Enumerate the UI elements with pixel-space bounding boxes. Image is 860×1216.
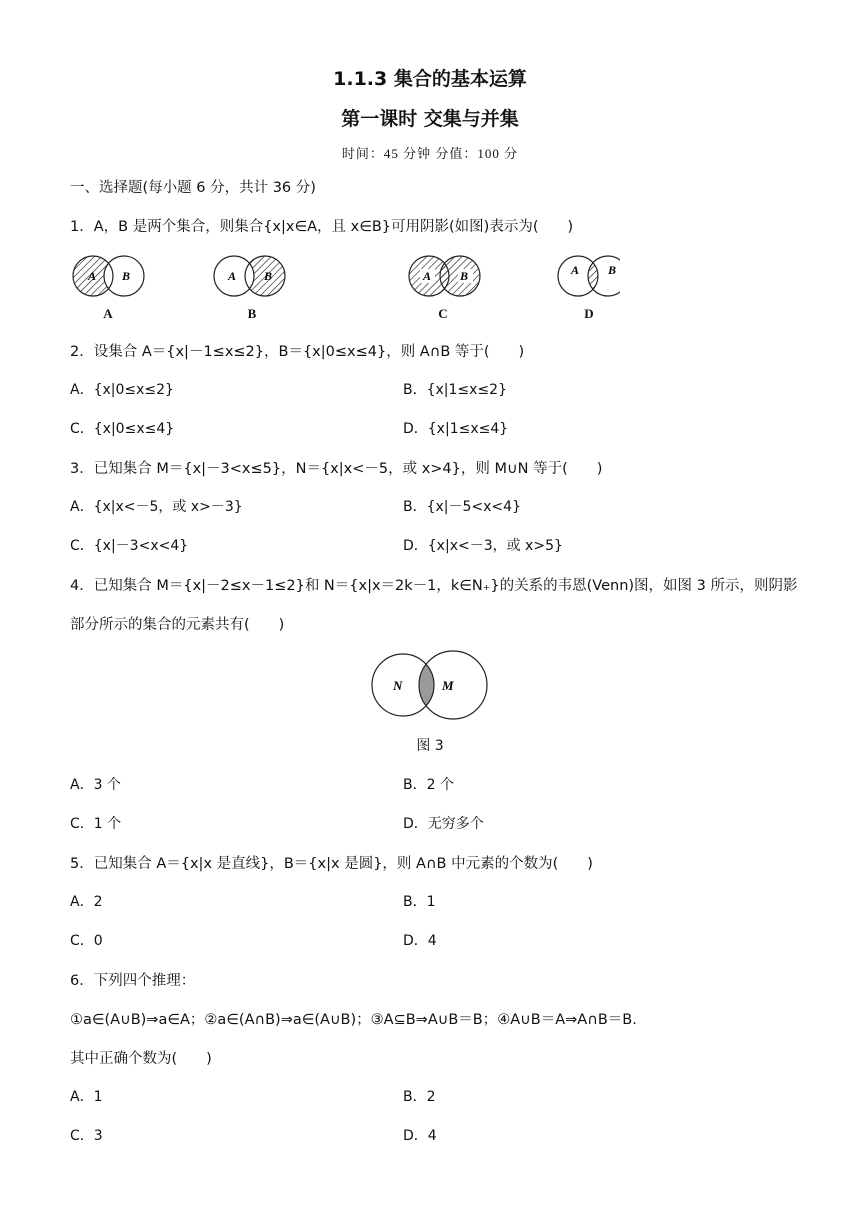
q6-ask: 其中正确个数为( ) bbox=[70, 1051, 212, 1067]
q5-option-c: C．0 bbox=[70, 933, 103, 949]
venn-c-set-a: A bbox=[423, 269, 432, 283]
venn-d-set-b: B bbox=[608, 263, 617, 277]
figure-caption: 图 3 bbox=[416, 738, 444, 754]
q4-option-b: B．2 个 bbox=[403, 777, 454, 793]
q1-stem: 1．A，B 是两个集合，则集合{x|x∈A，且 x∈B}可用阴影(如图)表示为( ) bbox=[70, 219, 574, 235]
venn-c-set-b: B bbox=[460, 269, 469, 283]
q2-option-d: D．{x|1≤x≤4} bbox=[403, 421, 509, 437]
q2-stem: 2．设集合 A＝{x|－1≤x≤2}，B＝{x|0≤x≤4}，则 A∩B 等于( ) bbox=[70, 344, 525, 360]
q3-option-b: B．{x|－5<x<4} bbox=[403, 499, 521, 515]
q4-option-c: C．1 个 bbox=[70, 816, 122, 832]
page-title: 1.1.3 集合的基本运算 bbox=[333, 68, 527, 90]
venn-label-d: D bbox=[584, 306, 594, 321]
q4-stem-line2: 部分所示的集合的元素共有( ) bbox=[70, 617, 285, 633]
q6-option-c: C．3 bbox=[70, 1128, 103, 1144]
q3-option-d: D．{x|x<－3，或 x>5} bbox=[403, 538, 563, 554]
q5-option-d: D．4 bbox=[403, 933, 437, 949]
q4-option-a: A．3 个 bbox=[70, 777, 121, 793]
q3-option-a: A．{x|x<－5，或 x>－3} bbox=[70, 499, 243, 515]
time-score-info: 时间：45 分钟 分值：100 分 bbox=[341, 146, 519, 161]
q3-stem: 3．已知集合 M＝{x|－3<x≤5}，N＝{x|x<－5，或 x>4}，则 M∪N 等于( ) bbox=[70, 461, 603, 477]
q6-statements: ①a∈(A∪B)⇒a∈A；②a∈(A∩B)⇒a∈(A∪B)；③A⊆B⇒A∪B＝B；④A∪B＝A⇒A∩B＝B. bbox=[70, 1012, 637, 1028]
venn-option-c bbox=[409, 256, 480, 296]
venn-a-set-a: A bbox=[88, 269, 97, 283]
venn-d-set-a: A bbox=[571, 263, 580, 277]
q1-venn-diagrams bbox=[60, 248, 620, 304]
q5-stem: 5．已知集合 A＝{x|x 是直线}，B＝{x|x 是圆}，则 A∩B 中元素的个数为( ) bbox=[70, 856, 593, 872]
venn-option-b bbox=[214, 256, 285, 296]
venn-option-d bbox=[558, 256, 620, 296]
q6-option-d: D．4 bbox=[403, 1128, 437, 1144]
venn-set-n: N bbox=[393, 678, 403, 693]
venn-b-set-a: A bbox=[228, 269, 237, 283]
q3-option-c: C．{x|－3<x<4} bbox=[70, 538, 189, 554]
q4-stem-line1: 4．已知集合 M＝{x|－2≤x－1≤2}和 N＝{x|x＝2k－1，k∈N₊}的关系的韦恩(Venn)图，如图 3 所示，则阴影 bbox=[70, 578, 798, 594]
venn-option-a bbox=[73, 256, 144, 296]
q5-option-b: B．1 bbox=[403, 894, 436, 910]
venn-label-c: C bbox=[438, 306, 448, 321]
page-subtitle: 第一课时 交集与并集 bbox=[341, 108, 519, 130]
q6-option-b: B．2 bbox=[403, 1089, 436, 1105]
venn-b-set-b: B bbox=[264, 269, 273, 283]
q2-option-b: B．{x|1≤x≤2} bbox=[403, 382, 507, 398]
venn-label-a: A bbox=[103, 306, 113, 321]
q2-option-a: A．{x|0≤x≤2} bbox=[70, 382, 174, 398]
venn-set-m: M bbox=[442, 678, 454, 693]
q4-venn-diagram bbox=[365, 645, 495, 723]
q6-option-a: A．1 bbox=[70, 1089, 103, 1105]
venn-a-set-b: B bbox=[122, 269, 131, 283]
venn-label-b: B bbox=[247, 306, 257, 321]
q5-option-a: A．2 bbox=[70, 894, 103, 910]
section-heading: 一、选择题(每小题 6 分，共计 36 分) bbox=[70, 180, 316, 196]
q2-option-c: C．{x|0≤x≤4} bbox=[70, 421, 175, 437]
q6-stem: 6．下列四个推理： bbox=[70, 973, 196, 989]
q4-option-d: D．无穷多个 bbox=[403, 816, 484, 832]
